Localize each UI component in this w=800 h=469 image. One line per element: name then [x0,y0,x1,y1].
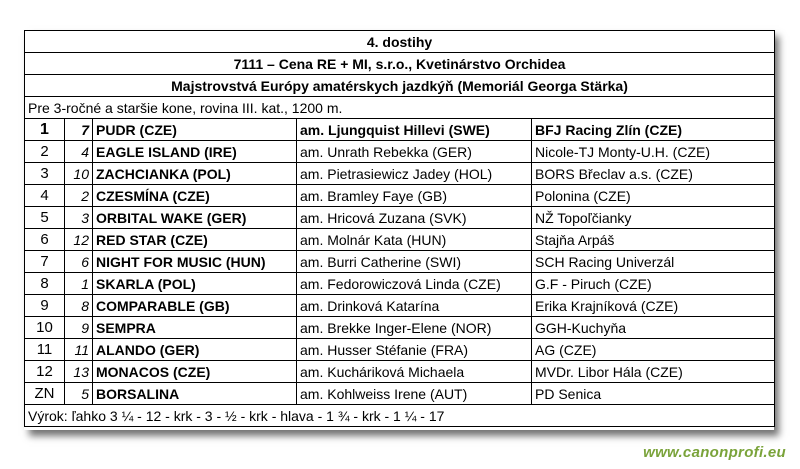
finish-position: 1 [25,119,65,141]
horse-name: COMPARABLE (GB) [93,295,297,317]
horse-name: ZACHCIANKA (POL) [93,163,297,185]
saddle-number: 6 [65,251,93,273]
finish-position: 10 [25,317,65,339]
table-row [25,251,775,273]
table-row [25,119,775,141]
saddle-number: 1 [65,273,93,295]
owner-name: Stajňa Arpáš [532,229,775,251]
owner-name: Erika Krajníková (CZE) [532,295,775,317]
race-number-row [25,31,775,53]
saddle-number: 5 [65,383,93,405]
finish-position: 6 [25,229,65,251]
finish-margins: Výrok: ľahko 3 ¼ - 12 - krk - 3 - ½ - krk - hlava - 1 ¾ - krk - 1 ¼ - 17 [25,405,775,427]
table-row [25,383,775,405]
horse-name: CZESMÍNA (CZE) [93,185,297,207]
owner-name: G.F - Piruch (CZE) [532,273,775,295]
horse-name: SEMPRA [93,317,297,339]
table-row [25,361,775,383]
table-row [25,207,775,229]
saddle-number: 12 [65,229,93,251]
owner-name: AG (CZE) [532,339,775,361]
rider-name: am. Burri Catherine (SWI) [297,251,532,273]
owner-name: BORS Břeclav a.s. (CZE) [532,163,775,185]
saddle-number: 11 [65,339,93,361]
table-row [25,273,775,295]
race-subtitle-row [25,75,775,97]
horse-name: SKARLA (POL) [93,273,297,295]
table-row [25,163,775,185]
owner-name: MVDr. Libor Hála (CZE) [532,361,775,383]
race-subtitle: Majstrovstvá Európy amatérskych jazdkýň (Memoriál Georga Stärka) [25,75,775,97]
rider-name: am. Brekke Inger-Elene (NOR) [297,317,532,339]
watermark: www.canonprofi.eu [643,444,786,461]
rider-name: am. Kucháriková Michaela [297,361,532,383]
rider-name: am. Bramley Faye (GB) [297,185,532,207]
owner-name: PD Senica [532,383,775,405]
table-row [25,339,775,361]
saddle-number: 8 [65,295,93,317]
horse-name: ORBITAL WAKE (GER) [93,207,297,229]
race-name-row [25,53,775,75]
margins-row [25,405,775,427]
rider-name: am. Husser Stéfanie (FRA) [297,339,532,361]
owner-name: BFJ Racing Zlín (CZE) [532,119,775,141]
finish-position: ZN [25,383,65,405]
conditions-row [25,97,775,119]
results-table [24,30,775,427]
saddle-number: 10 [65,163,93,185]
saddle-number: 9 [65,317,93,339]
rider-name: am. Ljungquist Hillevi (SWE) [297,119,532,141]
finish-position: 12 [25,361,65,383]
rider-name: am. Hricová Zuzana (SVK) [297,207,532,229]
finish-position: 3 [25,163,65,185]
race-number: 4. dostihy [25,31,775,53]
finish-position: 8 [25,273,65,295]
rider-name: am. Fedorowiczová Linda (CZE) [297,273,532,295]
rider-name: am. Pietrasiewicz Jadey (HOL) [297,163,532,185]
horse-name: PUDR (CZE) [93,119,297,141]
horse-name: ALANDO (GER) [93,339,297,361]
table-row [25,185,775,207]
owner-name: GGH-Kuchyňa [532,317,775,339]
rider-name: am. Unrath Rebekka (GER) [297,141,532,163]
table-row [25,295,775,317]
owner-name: SCH Racing Univerzál [532,251,775,273]
finish-position: 9 [25,295,65,317]
rider-name: am. Molnár Kata (HUN) [297,229,532,251]
table-row [25,229,775,251]
horse-name: MONACOS (CZE) [93,361,297,383]
saddle-number: 3 [65,207,93,229]
saddle-number: 13 [65,361,93,383]
rider-name: am. Drinková Katarína [297,295,532,317]
owner-name: Polonina (CZE) [532,185,775,207]
race-name: 7111 – Cena RE + MI, s.r.o., Kvetinárstvo Orchidea [25,53,775,75]
table-row [25,141,775,163]
finish-position: 11 [25,339,65,361]
owner-name: Nicole-TJ Monty-U.H. (CZE) [532,141,775,163]
finish-position: 7 [25,251,65,273]
race-conditions: Pre 3-ročné a staršie kone, rovina III. kat., 1200 m. [25,97,775,119]
finish-position: 2 [25,141,65,163]
finish-position: 4 [25,185,65,207]
saddle-number: 7 [65,119,93,141]
table-row [25,317,775,339]
rider-name: am. Kohlweiss Irene (AUT) [297,383,532,405]
finish-position: 5 [25,207,65,229]
owner-name: NŽ Topoľčianky [532,207,775,229]
horse-name: RED STAR (CZE) [93,229,297,251]
saddle-number: 4 [65,141,93,163]
saddle-number: 2 [65,185,93,207]
horse-name: NIGHT FOR MUSIC (HUN) [93,251,297,273]
horse-name: EAGLE ISLAND (IRE) [93,141,297,163]
horse-name: BORSALINA [93,383,297,405]
